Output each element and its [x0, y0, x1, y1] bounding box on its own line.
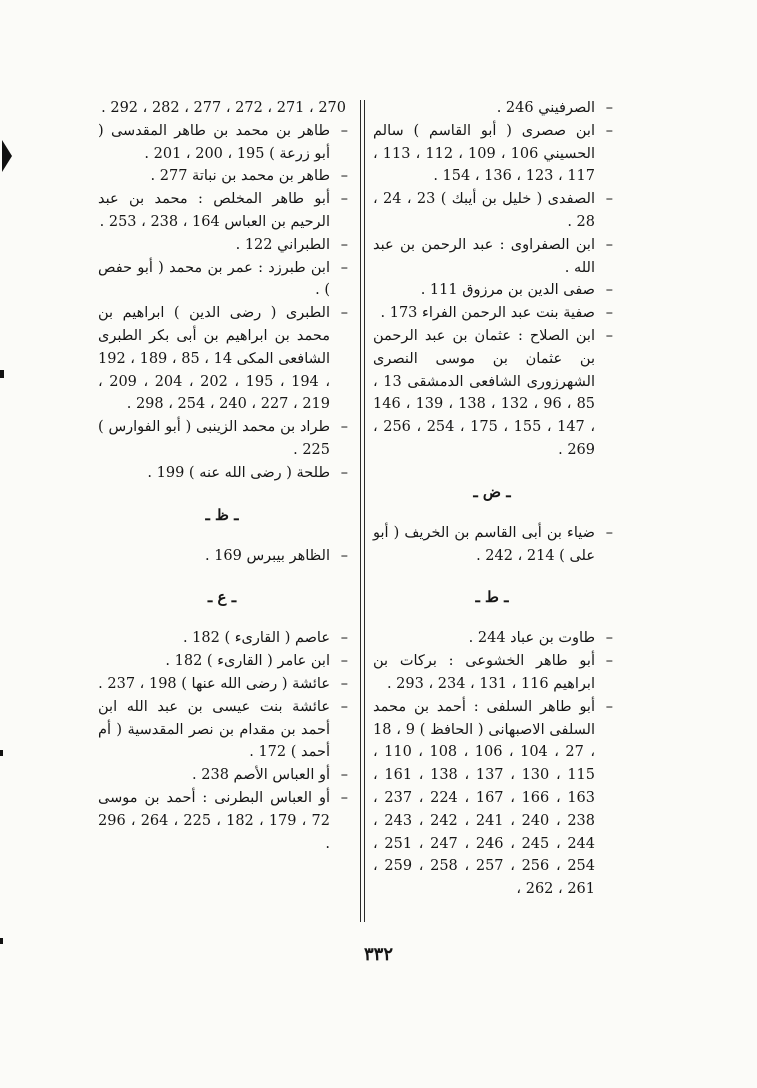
page-edge-mark: [0, 370, 4, 378]
index-entry: – ابن طبرزد : عمر بن محمد ( أبو حفص ) .: [98, 257, 346, 303]
section-letter-heading: ـ ظ ـ: [205, 505, 239, 524]
index-entry: – الطبرى ( رضى الدين ) ابراهيم بن محمد بن ابراهيم بن أبى بكر الطبرى الشافعى المكى 14 ، 85 ، 189 ، 192 ، 194 ، 195 ، 202 ، 204 ، 209 ، 219 ، 227 ، 240 ، 254 ، 298 .: [98, 302, 346, 416]
index-entry: – أبو طاهر السلفى : أحمد بن محمد السلفى الاصبهانى ( الحافظ ) 9 ، 18 ، 27 ، 104 ، 106 ، 108 ، 110 ، 115 ، 130 ، 137 ، 138 ، 161 ، 163 ، 166 ، 167 ، 224 ، 237 ، 238 ، 240 ، 241 ، 242 ، 243 ، 244 ، 245 ، 246 ، 247 ، 251 ، 254 ، 256 ، 257 ، 258 ، 259 ، 261 ، 262 ،: [373, 696, 611, 901]
column-divider: [360, 100, 361, 922]
index-entry: – الصفدى ( خليل بن أيبك ) 23 ، 24 ، 28 .: [373, 188, 611, 234]
index-entry: – ابن الصلاح : عثمان بن عبد الرحمن بن عثمان بن موسى النصرى الشهرزورى الشافعى الدمشقى 13 ، 85 ، 96 ، 132 ، 138 ، 139 ، 146 ، 147 ، 155 ، 175 ، 254 ، 256 ، 269 .: [373, 325, 611, 462]
index-entry: – الصرفيني 246 .: [373, 97, 611, 120]
index-entry: – طاهر بن محمد بن طاهر المقدسى ( أبو زرعة ) 195 ، 200 ، 201 .: [98, 120, 346, 166]
index-entry: – أو العباس الأصم 238 .: [98, 764, 346, 787]
page-edge-mark: [2, 140, 12, 172]
index-column-right: [373, 97, 611, 901]
section-letter-heading: ـ ط ـ: [475, 588, 509, 607]
index-entry: – طاوت بن عباد 244 .: [373, 627, 611, 650]
index-entry: – طراد بن محمد الزينبى ( أبو الفوارس ) 225 .: [98, 416, 346, 462]
index-entry: – ابن صصرى ( أبو القاسم ) سالم الحسيني 106 ، 109 ، 112 ، 113 ، 117 ، 123 ، 136 ، 154 .: [373, 120, 611, 188]
index-entry: – الظاهر بيبرس 169 .: [98, 545, 346, 568]
index-entry: – أو العباس البطرنى : أحمد بن موسى 72 ، 179 ، 182 ، 225 ، 264 ، 296 .: [98, 787, 346, 855]
page-number: ٣٣٢: [363, 944, 393, 965]
index-entry: – طاهر بن محمد بن نباتة 277 .: [98, 165, 346, 188]
index-entry: – أبو طاهر الخشوعى : بركات بن ابراهيم 116 ، 131 ، 234 ، 293 .: [373, 650, 611, 696]
section-letter-heading: ـ ض ـ: [473, 482, 511, 501]
index-entry: – الطبراني 122 .: [98, 234, 346, 257]
index-entry: – عائشة ( رضى الله عنها ) 198 ، 237 .: [98, 673, 346, 696]
index-entry: – عائشة بنت عيسى بن عبد الله ابن أحمد بن مقدام بن نصر المقدسية ( أم أحمد ) 172 .: [98, 696, 346, 764]
index-entry: – أبو طاهر المخلص : محمد بن عبد الرحيم بن العباس 164 ، 238 ، 253 .: [98, 188, 346, 234]
index-entry: – عاصم ( القارىء ) 182 .: [98, 627, 346, 650]
column-divider: [364, 100, 365, 922]
page-edge-mark: [0, 750, 3, 756]
index-entry: – صفى الدين بن مرزوق 111 .: [373, 279, 611, 302]
index-entry: – طلحة ( رضى الله عنه ) 199 .: [98, 462, 346, 485]
index-entry: – ابن عامر ( القارىء ) 182 .: [98, 650, 346, 673]
index-entry-continuation: 270 ، 271 ، 272 ، 277 ، 282 ، 292 .: [101, 100, 346, 116]
index-entry: – ابن الصفراوى : عبد الرحمن بن عبد الله .: [373, 234, 611, 280]
index-entry: – ضياء بن أبى القاسم بن الخريف ( أبو على ) 214 ، 242 .: [373, 522, 611, 568]
index-entry: – صفية بنت عبد الرحمن الفراء 173 .: [373, 302, 611, 325]
index-column-left: [98, 97, 346, 855]
section-letter-heading: ـ ع ـ: [207, 588, 237, 607]
